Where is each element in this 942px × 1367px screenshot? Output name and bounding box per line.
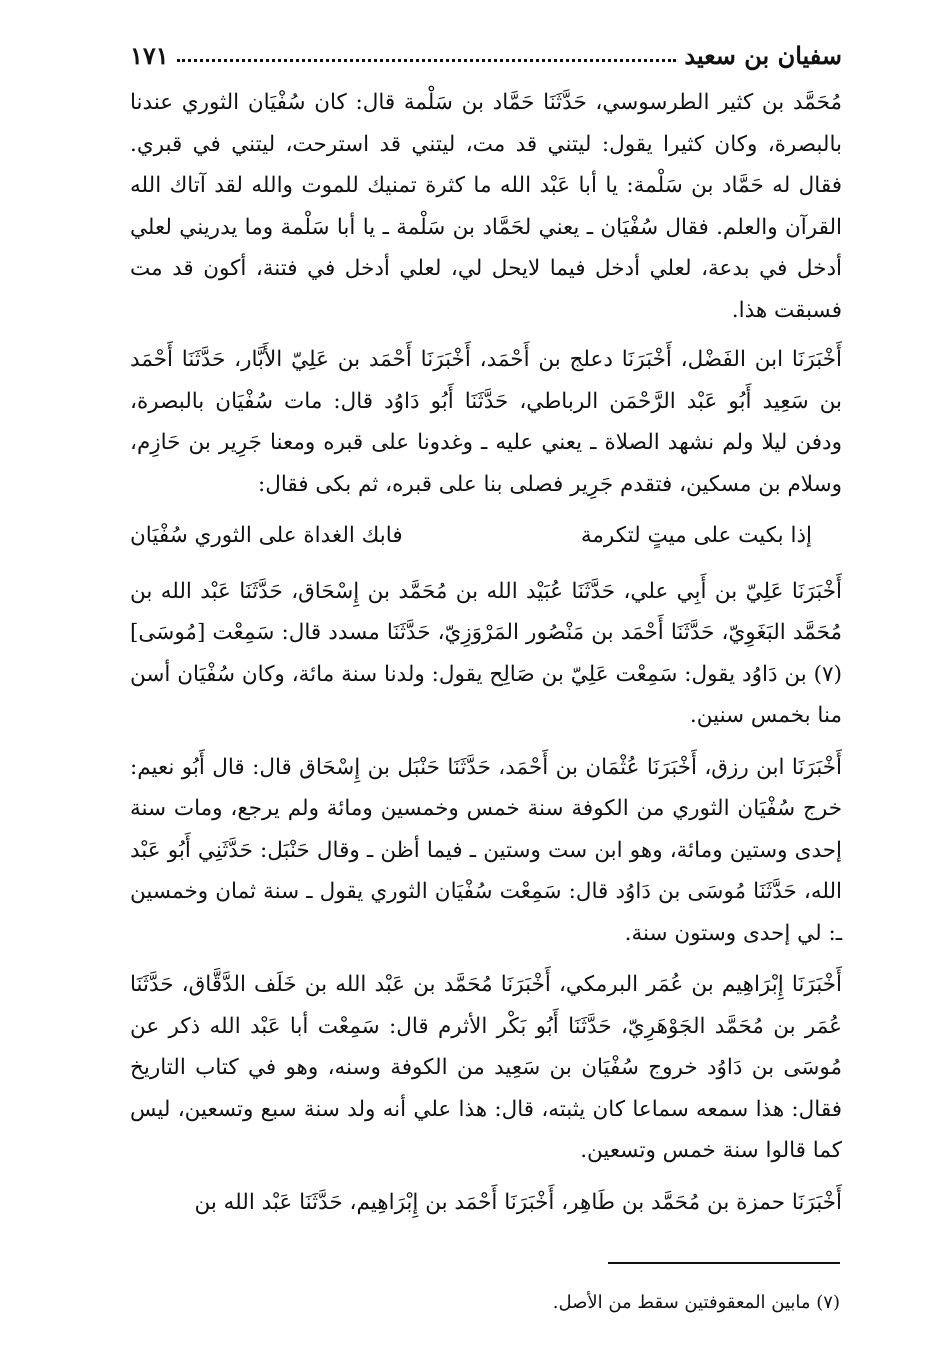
poetry-verse	[130, 515, 812, 557]
paragraph: أَخْبَرَنَا حمزة بن مُحَمَّد بن طَاهِر، أَخْبَرَنَا أَحْمَد بن إِبْرَاهِيم، حَدَّثَنَا عَبْد الله بن	[194, 1189, 842, 1215]
paragraph: أَخْبَرَنَا ابن رزق، أَخْبَرَنَا عُثْمَان بن أَحْمَد، حَدَّثَنَا حَنْبَل بن إِسْحَاق قال: قال أَبُو نعيم: خرج سُفْيَان الثوري من الكوفة سنة خمس وخمسين ومائة ولم يرجع، ومات سنة إحدى وستين ومائة، وهو ابن ست وستين ـ فيما أظن ـ وقال حَنْبَل: حَدَّثَنِي أَبُو عَبْد الله، حَدَّثَنَا مُوسَى بن دَاوُد قال: سَمِعْت سُفْيَان الثوري يقول ـ سنة ثمان وخمسين ـ: لي إحدى وستون سنة.	[130, 754, 842, 946]
footnote-separator	[608, 1262, 840, 1264]
paragraph: مُحَمَّد بن كثير الطرسوسي، حَدَّثَنَا حَمَّاد بن سَلْمة قال: كان سُفْيَان الثوري عندنا بالبصرة، وكان كثيرا يقول: ليتني قد مت، ليتني قد استرحت، ليتني في قبري. فقال له حَمَّاد بن سَلْمة: يا أبا عَبْد الله ما كثرة تمنيك للموت والله لقد آتاك الله القرآن والعلم. فقال سُفْيَان ـ يعني لحَمَّاد بن سَلْمة ـ يا أبا سَلْمة وما يدريني لعلي أدخل في بدعة، لعلي أدخل فيما لايحل لي، لعلي أدخل في فتنة، أكون قد مت فسبقت هذا.	[130, 90, 842, 323]
header-leader-dots	[177, 59, 677, 62]
paragraph: أَخْبَرَنَا عَلِيّ بن أَبِي علي، حَدَّثَنَا عُبَيْد الله بن مُحَمَّد بن إِسْحَاق، حَدَّثَنَا عَبْد الله بن مُحَمَّد البَغَوِيّ، حَدَّثَنَا أَحْمَد بن مَنْصُور المَرْوَزِيّ، حَدَّثَنَا مسدد قال: سَمِعْت [مُوسَى](٧) بن دَاوُد يقول: سَمِعْت عَلِيّ بن صَالِح يقول: ولدنا سنة مائة، وكان سُفْيَان أسن منا بخمس سنين.	[130, 578, 842, 728]
paragraph: أَخْبَرَنَا ابن الفَضْل، أَخْبَرَنَا دعلج بن أَحْمَد، أَخْبَرَنَا أَحْمَد بن عَلِيّ الأَبَّار، حَدَّثَنَا أَحْمَد بن سَعِيد أَبُو عَبْد الرَّحْمَن الرباطي، حَدَّثَنَا أَبُو دَاوُد قال: مات سُفْيَان بالبصرة، ودفن ليلا ولم نشهد الصلاة ـ يعني عليه ـ وغدونا على قبره ومعنا جَرِير بن حَازِم، وسلام بن مسكين، فتقدم جَرِير فصلى بنا على قبره، ثم بكى فقال:	[130, 347, 842, 497]
page-number: ١٧١	[130, 41, 169, 70]
page-header	[130, 30, 842, 70]
footnote: (٧) مابين المعقوفتين سقط من الأصل.	[552, 1292, 840, 1313]
paragraph: أَخْبَرَنَا إِبْرَاهِيم بن عُمَر البرمكي، أَخْبَرَنَا مُحَمَّد بن عَبْد الله بن خَلَف الدَّقَّاق، حَدَّثَنَا عُمَر بن مُحَمَّد الجَوْهَرِيّ، حَدَّثَنَا أَبُو بَكْر الأثرم قال: سَمِعْت أبا عَبْد الله ذكر عن مُوسَى بن دَاوُد خروج سُفْيَان بن سَعِيد من الكوفة وسنه، وهو في كتاب التاريخ فقال: هذا سمعه سماعا كان يثبته، قال: هذا علي أنه ولد سنة سبع وتسعين، ليس كما قالوا سنة خمس وتسعين.	[130, 972, 842, 1163]
running-title: سفيان بن سعيد	[684, 41, 842, 70]
verse-hemistich-2: فابك الغداة على الثوري سُفْيَان	[130, 523, 403, 548]
verse-hemistich-1: إذا بكيت على ميتٍ لتكرمة	[580, 523, 812, 548]
main-text	[130, 82, 842, 1233]
